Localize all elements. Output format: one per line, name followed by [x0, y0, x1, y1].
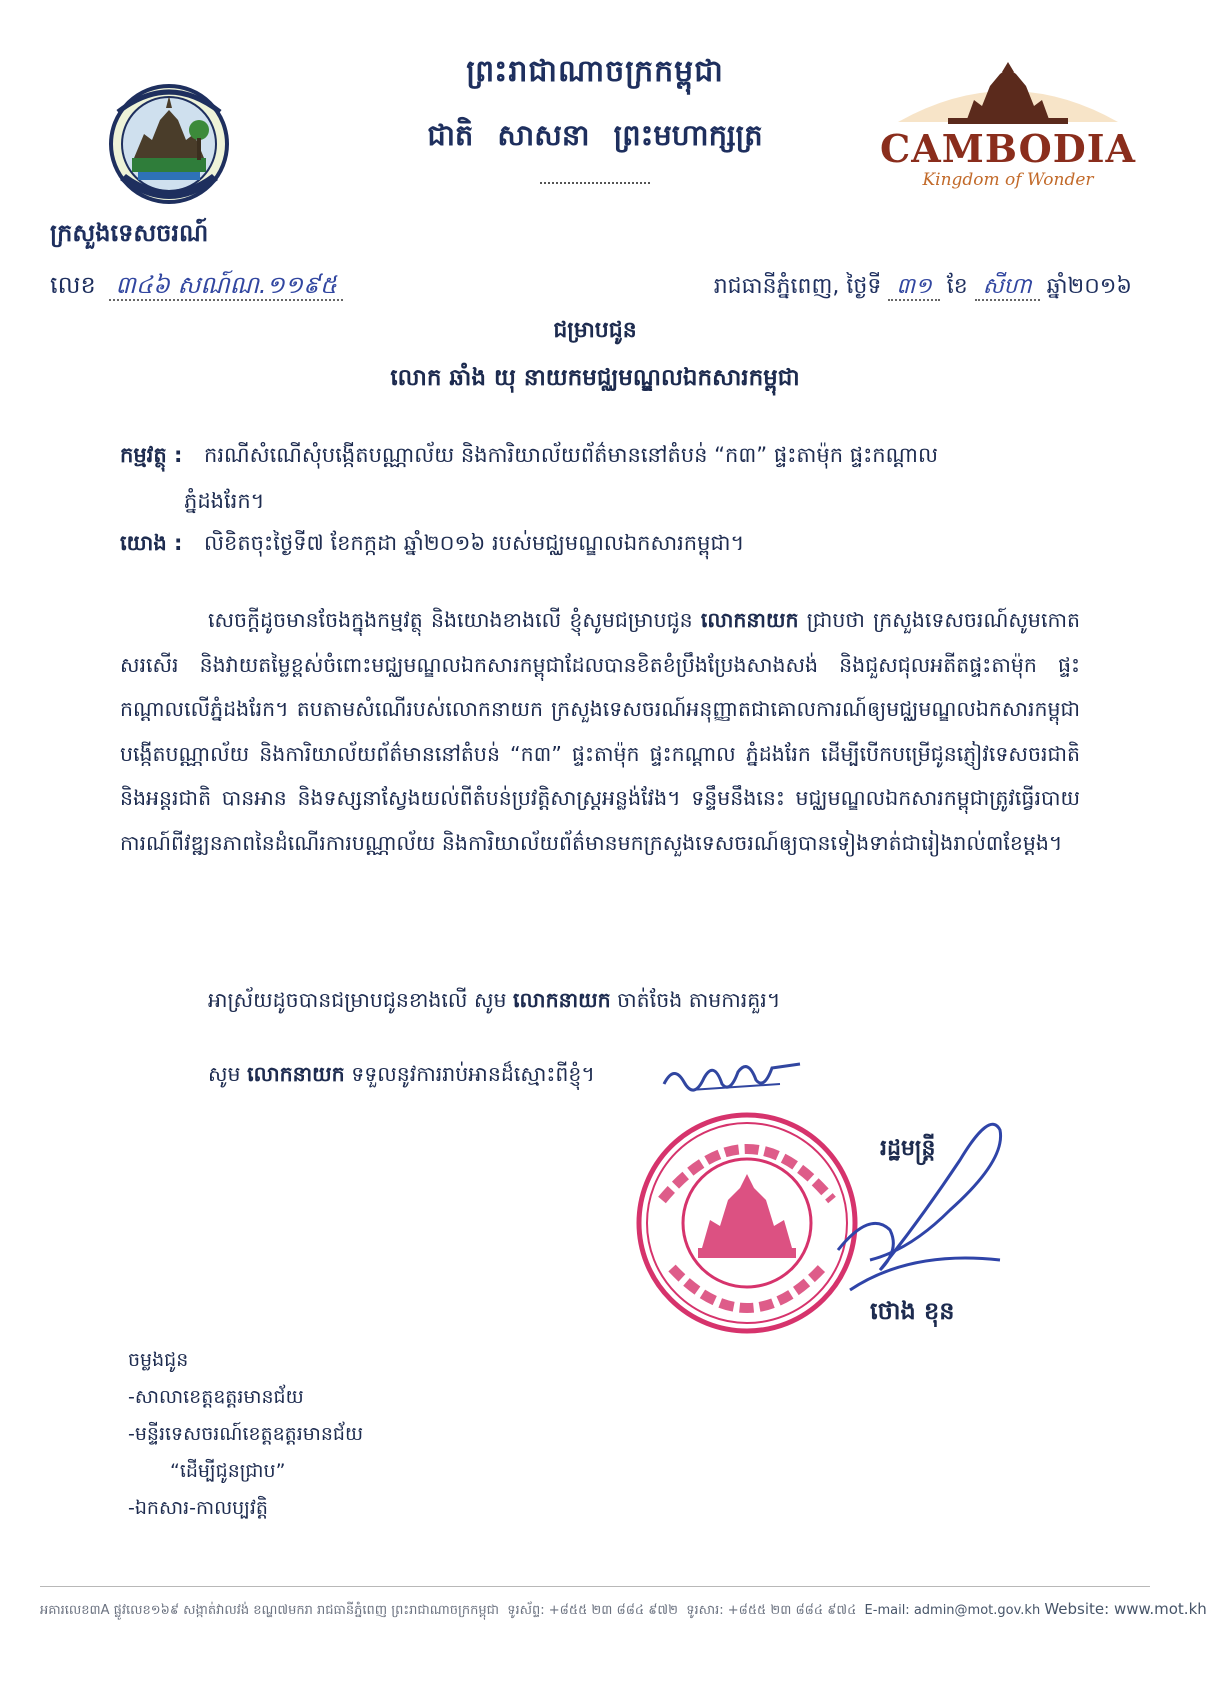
handwritten-initials	[660, 1054, 810, 1098]
body-paragraph-2	[120, 978, 1080, 1023]
reference-text: លិខិតចុះថ្ងៃទី៧ ខែកក្កដា ឆ្នាំ២០១៦ របស់មជ្ឈមណ្ឌលឯកសារកម្ពុជា។	[204, 531, 745, 555]
cc-heading: ចម្លងជូន	[128, 1349, 189, 1371]
cc-archive: -ឯកសារ-កាលប្បវត្តិ	[128, 1497, 268, 1519]
footer-rule	[40, 1586, 1150, 1587]
letter-number	[50, 270, 343, 305]
date-line	[714, 272, 1132, 304]
cc-item: -សាលាខេត្តឧត្តរមានជ័យ	[128, 1386, 304, 1408]
footer-website[interactable]: Website: www.mot.kh	[1044, 1600, 1207, 1618]
cambodia-brand-logo	[878, 66, 1138, 206]
ministry-name: ក្រសួងទេសចរណ៍	[50, 219, 209, 247]
date-month-label: ខែ	[946, 274, 968, 299]
footer-email[interactable]: E-mail: admin@mot.gov.kh	[864, 1603, 1041, 1618]
date-year: ២០១៦	[1067, 274, 1132, 299]
p3-bold: លោកនាយក	[247, 1062, 345, 1086]
p3-text-b: ទទួលនូវការរាប់អានដ៏ស្មោះពីខ្ញុំ។	[344, 1062, 595, 1086]
recipient-line: លោក ឆាំង យុ នាយកមជ្ឈមណ្ឌលឯកសារកម្ពុជា	[390, 365, 800, 391]
cc-list	[128, 1342, 363, 1527]
letter-number-value: ៣៤៦ សណ៍ណ.១១៩៥	[109, 271, 343, 301]
p3-text-a: សូម	[208, 1062, 248, 1086]
subject-continuation: ភ្នំដងរែក។	[184, 489, 265, 513]
header-divider	[540, 182, 650, 184]
subject-label: កម្មវត្ថុ :	[120, 443, 183, 467]
signer-name: ថោង ខុន	[870, 1297, 955, 1325]
date-place: រាជធានីភ្នំពេញ, ថ្ងៃទី	[713, 274, 882, 299]
official-stamp	[632, 1108, 862, 1338]
national-motto: ជាតិ សាសនា ព្រះមហាក្សត្រ	[427, 118, 763, 152]
p1-text-b: ជ្រាបថា ក្រសួងទេសចរណ៍សូមកោតសរសើរ និងវាយតម្លៃខ្ពស់ចំពោះមជ្ឈមណ្ឌលឯកសារកម្ពុជាដែលបានខិតខំប្រឹងប្រែងសាងសង់ និងជួសជុលអតីតផ្ទះតាម៉ុក ផ្ទះកណ្តាលលើភ្នំដងរែក។ តបតាមសំណើរបស់លោកនាយក ក្រសួងទេសចរណ៍អនុញ្ញាតជាគោលការណ៍ឲ្យមជ្ឈមណ្ឌលឯកសារកម្ពុជាបង្កើតបណ្ណាល័យ និងការិយាល័យព័ត៌មាននៅតំបន់ “ក៣” ផ្ទះតាម៉ុក ផ្ទះកណ្តាល ភ្នំដងរែក ដើម្បីបើកបម្រើជូនភ្ញៀវទេសចរជាតិនិងអន្តរជាតិ បានអាន និងទស្សនាស្វែងយល់ពីតំបន់ប្រវត្តិសាស្ត្រអន្លង់វែង។ ទន្ទឹមនឹងនេះ មជ្ឈមណ្ឌលឯកសារកម្ពុជាត្រូវធ្វើរបាយការណ៍ពីវឌ្ឍនភាពនៃដំណើរការបណ្ណាល័យ និងការិយាល័យព័ត៌មានមកក្រសួងទេសចរណ៍ឲ្យបានទៀងទាត់ជារៀងរាល់៣ខែម្តង។	[120, 608, 1080, 855]
p2-bold: លោកនាយក	[513, 988, 611, 1012]
reference-block	[120, 530, 1080, 561]
p2-text-a: អាស្រ័យដូចបានជម្រាបជូនខាងលើ សូម	[208, 988, 514, 1012]
signature-title: រដ្ឋមន្ត្រី	[880, 1136, 936, 1161]
brand-tagline: Kingdom of Wonder	[922, 170, 1094, 190]
ministry-logo	[104, 80, 234, 214]
kingdom-heading: ព្រះរាជាណាចក្រកម្ពុជា	[466, 54, 724, 89]
p1-text-a: សេចក្តីដូចមានចែងក្នុងកម្មវត្ថុ និងយោងខាងលើ ខ្ញុំសូមជម្រាបជូន	[208, 608, 701, 632]
footer-tel: ទូរស័ព្ទ: +៨៥៥ ២៣ ៨៨៤ ៩៧២	[507, 1603, 678, 1618]
body-paragraph-1	[120, 598, 1080, 865]
p1-bold: លោកនាយក	[700, 608, 799, 632]
letter-number-label: លេខ	[50, 271, 96, 299]
reference-label: យោង :	[120, 531, 183, 555]
cc-note: “ដើម្បីជូនជ្រាប”	[170, 1460, 286, 1482]
footer-fax: ទូរសារ: +៨៥៥ ២៣ ៨៨៤ ៩៧៤	[686, 1603, 857, 1618]
respectfully-heading: ជម្រាបជូន	[553, 318, 637, 343]
subject-block	[120, 432, 1080, 524]
subject-text: ករណីសំណើសុំបង្កើតបណ្ណាល័យ និងការិយាល័យព័ត៌មាននៅតំបន់ “ក៣” ផ្ទះតាម៉ុក ផ្ទះកណ្តាល	[204, 443, 938, 467]
brand-word: CAMBODIA	[880, 126, 1136, 171]
body-paragraph-3	[120, 1052, 1080, 1097]
date-month: សីហា	[975, 274, 1040, 301]
cc-item: -មន្ទីរទេសចរណ៍ខេត្តឧត្តរមានជ័យ	[128, 1423, 364, 1445]
minister-signature	[830, 1100, 1010, 1310]
date-day: ៣១	[888, 274, 939, 301]
footer-address: អគារលេខ៣A ផ្លូវលេខ១៦៩ សង្កាត់វាលវង់ ខណ្ឌ៧មករា រាជធានីភ្នំពេញ ព្រះរាជាណាចក្រកម្ពុជា	[40, 1603, 499, 1618]
date-year-label: ឆ្នាំ	[1046, 274, 1068, 299]
footer	[40, 1600, 1207, 1621]
p2-text-b: ចាត់ចែង តាមការគួរ។	[610, 988, 781, 1012]
